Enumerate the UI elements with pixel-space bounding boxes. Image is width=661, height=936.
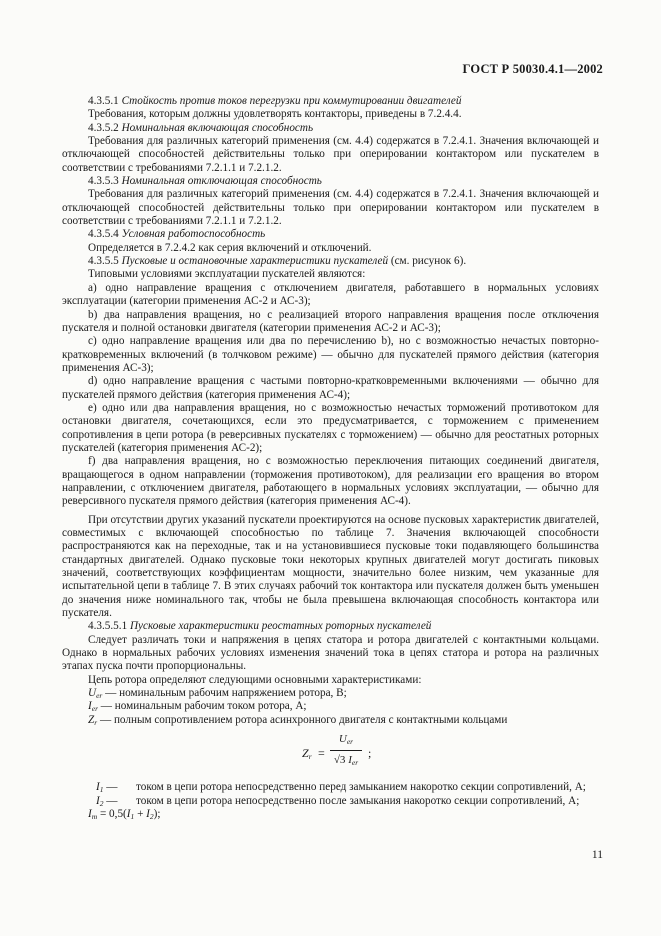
symbol-subscript: 2 xyxy=(149,811,154,821)
section-title-tail: (см. рисунок 6). xyxy=(390,255,467,268)
symbol: Z xyxy=(88,713,95,726)
section-4-3-5-5-1-heading xyxy=(62,620,599,633)
formula-numerator xyxy=(332,733,360,746)
section-4-3-5-4-text: Определяется в 7.2.4.2 как серия включений и отключений. xyxy=(88,241,372,254)
dash: — xyxy=(103,794,118,807)
document-header: ГОСТ Р 50030.4.1—2002 xyxy=(462,62,603,76)
section-4-3-5-2-text: Требования для различных категорий применения (см. 4.4) содержатся в 7.2.4.1. Значения включающей и отключающей способностей действительны только при оперировании контактором или пускателем в соответствии с требованиями 7.2.1.1 и 7.2.1.2. xyxy=(62,135,599,174)
symbol: I xyxy=(146,807,150,820)
formula-zr xyxy=(62,731,599,777)
section-4-3-5-5-heading xyxy=(62,255,599,268)
definition-ier xyxy=(62,700,599,713)
list-item-f: f) два направления вращения, но с возможностью переключения питающих соединений двигателя, вращающегося в одном направлении (торможения противотоком), для реализации его вращения во втором направлении, с отключением двигателя, работающего в нормальных условиях эксплуатации, — обычно для реверсивного пускателя прямого действия (категория применения АС-4). xyxy=(62,455,599,508)
formula-lhs-subscript: r xyxy=(308,752,312,762)
section-4-3-5-5-intro: Типовыми условиями эксплуатации пускателей являются: xyxy=(88,268,366,281)
section-number: 4.3.5.1 xyxy=(88,95,119,107)
term-symbol xyxy=(62,795,136,808)
formula-equals: = xyxy=(318,746,325,761)
section-4-3-5-3-heading xyxy=(62,175,599,188)
list-item-a: a) одно направление вращения с отключением двигателя, работавшего в нормальных условиях эксплуатации (категории применения АС-2 и АС-3); xyxy=(62,281,599,308)
section-4-3-5-2-heading xyxy=(62,122,599,135)
formula-text: = 0,5( xyxy=(97,807,127,820)
symbol: I xyxy=(88,807,92,820)
section-4-3-5-1-text: Требования, которым должны удовлетворять контакторы, приведены в 7.2.4.4. xyxy=(88,108,462,121)
term-i1 xyxy=(62,781,599,794)
symbol-subscript: er xyxy=(96,691,103,701)
section-title: Стойкость против токов перегрузки при коммутировании двигателей xyxy=(121,95,462,107)
section-title: Пусковые характеристики реостатных роторных пускателей xyxy=(129,620,432,633)
section-title: Номинальная отключающая способность xyxy=(121,175,322,188)
page-number: 11 xyxy=(591,849,603,861)
formula-text: ); xyxy=(153,807,161,820)
formula-lhs xyxy=(302,747,312,760)
formula-lhs-symbol: Z xyxy=(302,746,309,761)
term-i2 xyxy=(62,795,599,808)
symbol-subscript: m xyxy=(91,811,98,821)
section-number: 4.3.5.5 xyxy=(88,255,119,268)
numerator-subscript: er xyxy=(346,737,354,747)
section-title: Пусковые и остановочные характеристики пускателей xyxy=(121,255,389,268)
section-4-3-5-5-1-text-2: Цепь ротора определяют следующими основными характеристиками: xyxy=(88,673,422,686)
symbol: I xyxy=(96,781,100,794)
section-number: 4.3.5.3 xyxy=(88,175,119,188)
section-number: 4.3.5.2 xyxy=(88,121,119,134)
list-item-c: c) одно направление вращения или два по перечислению b), но с возможностью нечастых повторно-кратковременных включений (в толчковом режиме) — обычно для пускателей прямого действия (категория применения АС-3); xyxy=(62,335,599,374)
term-text: током в цепи ротора непосредственно после замыкания накоротко секции сопротивлений, А; xyxy=(136,794,580,807)
fraction-bar xyxy=(330,750,362,751)
symbol: U xyxy=(88,687,97,700)
symbol: I xyxy=(126,807,131,820)
section-4-3-5-5-paragraph: При отсутствии других указаний пускатели проектируются на основе пусковых характеристик двигателей, совместимых с включающей способностью по таблице 7. Значения включающей способности распространяются как на переходные, так и на установившиеся пусковые токи подавляющего большинства стандартных двигателей. Однако пусковые токи некоторых крупных двигателей могут достигать пиковых значений, соответствующих коэффициентам мощности, значительно более низким, чем указанные для испытательной цепи в таблице 7. В этих случаях рабочий ток контактора или пускателя должен быть уменьшен до значения ниже номинального так, чтобы не была превышена включающая способность контактора или пускателя. xyxy=(62,513,599,620)
denominator-subscript: er xyxy=(351,758,359,768)
symbol-subscript: er xyxy=(91,704,98,714)
formula-denominator xyxy=(328,754,364,767)
section-number: 4.3.5.5.1 xyxy=(88,620,128,633)
symbol-subscript: 1 xyxy=(130,811,135,821)
sqrt-three: √3 xyxy=(333,754,346,767)
section-title: Условная работоспособность xyxy=(121,228,266,241)
symbol: I xyxy=(96,794,100,807)
numerator-symbol: U xyxy=(338,733,347,746)
section-number: 4.3.5.4 xyxy=(88,228,119,241)
section-4-3-5-4-heading xyxy=(62,228,599,241)
definition-text: — номинальным рабочим током ротора, А; xyxy=(97,700,307,713)
section-4-3-5-1-heading xyxy=(62,95,599,108)
symbol-subscript: 1 xyxy=(99,785,104,795)
definition-zr xyxy=(62,714,599,727)
definition-text: — номинальным рабочим напряжением ротора, В; xyxy=(102,687,347,700)
section-4-3-5-3-text: Требования для различных категорий применения (см. 4.4) содержатся в 7.2.4.1. Значения включающей и отключающей способностей действительны только при оперировании контактором или пускателем в соответствии с требованиями 7.2.1.1 и 7.2.1.2. xyxy=(62,188,599,228)
term-symbol xyxy=(62,781,136,794)
plus-sign: + xyxy=(134,807,147,820)
section-title: Номинальная включающая способность xyxy=(121,121,314,134)
section-4-3-5-5-1-text: Следует различать токи и напряжения в цепях статора и ротора двигателей с контактными кольцами. Однако в нормальных рабочих условиях изменения значений тока в цепях статора и ротора на различных этапах пуска почти пропорциональны. xyxy=(62,633,599,673)
formula-im xyxy=(62,808,599,821)
denominator-symbol: I xyxy=(345,754,352,767)
list-item-e: e) одно или два направления вращения, но с возможностью нечастых торможений противотоком для остановки двигателя, сочетающихся, если это предусматривается, с торможением с применением сопротивления в цепи ротора (в реверсивных пускателях с торможением) — обычно для реостатных роторных пускателей (категория применения АС-2); xyxy=(62,401,599,454)
document-body xyxy=(62,95,599,821)
symbol-subscript: r xyxy=(94,717,98,727)
definition-uer xyxy=(62,687,599,700)
symbol-subscript: 2 xyxy=(99,798,104,808)
symbol: I xyxy=(88,700,92,713)
definition-text: — полным сопротивлением ротора асинхронного двигателя с контактными кольцами xyxy=(97,713,508,726)
list-item-d: d) одно направление вращения с частыми повторно-кратковременными включениями — обычно для пускателей прямого действия (категория применения АС-4); xyxy=(62,375,599,401)
term-text: током в цепи ротора непосредственно перед замыканием накоротко секции сопротивлений, А; xyxy=(136,781,586,794)
formula-semicolon: ; xyxy=(368,746,372,761)
list-item-b: b) два направления вращения, но с реализацией второго направления вращения после отключения пускателя и полной остановки двигателя (категории применения АС-2 и АС-3); xyxy=(62,308,599,334)
dash: — xyxy=(103,781,118,794)
